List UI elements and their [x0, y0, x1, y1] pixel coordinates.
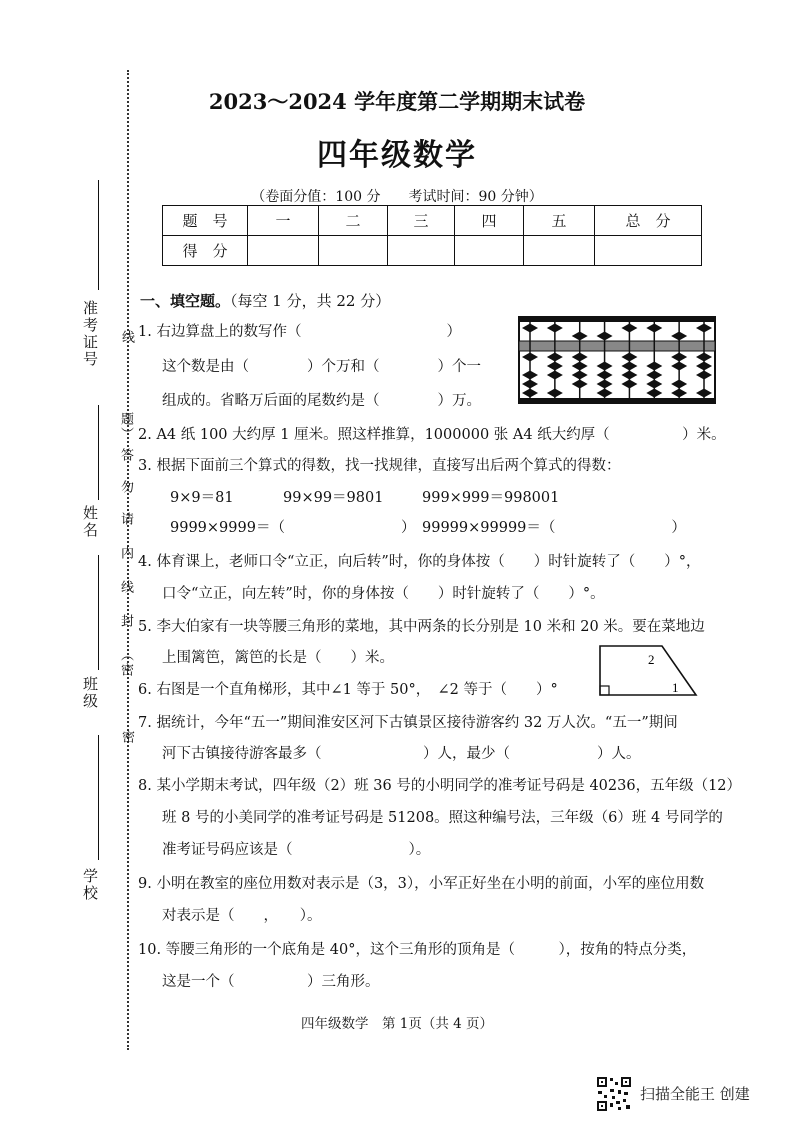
score-cell[interactable] — [248, 236, 319, 266]
seal-secret-mark: 密 — [119, 730, 134, 745]
field-label-name: 姓名 — [81, 505, 99, 539]
table-cell: 一 — [248, 206, 319, 236]
section-title: 一、填空题。 — [140, 292, 231, 310]
seal-text-1: （密 — [118, 648, 133, 678]
question-6: 6. 右图是一个直角梯形，其中∠1 等于 50°， ∠2 等于（ ）° — [138, 682, 558, 698]
angle-2-label: 2 — [648, 652, 655, 667]
score-cell[interactable] — [595, 236, 702, 266]
table-cell: 三 — [388, 206, 455, 236]
score-table-score-row — [163, 236, 702, 266]
table-cell: 总 分 — [595, 206, 702, 236]
question-3-equation-1: 9×9＝81 — [170, 490, 234, 506]
page-footer: 四年级数学 第 1页（共 4 页） — [300, 1016, 494, 1032]
question-3-equation-3: 999×999＝998001 — [422, 490, 560, 506]
question-10-line-2: 这是一个（ ）三角形。 — [162, 974, 380, 990]
seal-text-2: 封 — [118, 614, 133, 629]
table-cell: 五 — [524, 206, 595, 236]
field-line-class[interactable] — [98, 555, 99, 670]
score-table — [162, 205, 702, 266]
table-cell: 二 — [319, 206, 388, 236]
seal-text-5: 请 — [118, 512, 133, 527]
right-angle-mark — [600, 686, 609, 695]
question-2: 2. A4 纸 100 大约厚 1 厘米。照这样推算，1000000 张 A4 纸大约厚（ ）米。 — [138, 427, 726, 443]
score-cell[interactable] — [524, 236, 595, 266]
question-7-line-1: 7. 据统计，今年“五一”期间淮安区河下古镇景区接待游客约 32 万人次。“五一”期间 — [138, 715, 678, 731]
section-heading — [140, 290, 390, 311]
field-label-exam-number: 准考证号 — [81, 300, 99, 368]
question-1-line-3: 组成的。省略万后面的尾数约是（ ）万。 — [162, 393, 481, 409]
right-trapezoid-figure — [596, 640, 700, 700]
field-line-exam-number[interactable] — [98, 180, 99, 290]
question-8-line-3: 准考证号码应该是（ ）。 — [162, 842, 431, 858]
seal-line-mark: 线 — [119, 330, 134, 345]
question-8-line-2: 班 8 号的小美同学的准考证号码是 51208。照这种编号法，三年级（6）班 4 号同学的 — [162, 810, 723, 826]
exam-title: 2023～2024 学年度第二学期期末试卷 — [208, 89, 586, 114]
table-cell: 得 分 — [163, 236, 248, 266]
abacus-top-bar — [519, 317, 715, 322]
question-5-line-1: 5. 李大伯家有一块等腰三角形的菜地，其中两条的长分别是 10 米和 20 米。要在菜地边 — [138, 619, 705, 635]
question-10-line-1: 10. 等腰三角形的一个底角是 40°，这个三角形的顶角是（ ），按角的特点分类， — [138, 942, 697, 958]
question-8-line-1: 8. 某小学期末考试，四年级（2）班 36 号的小明同学的准考证号码是 40236，五年级（12） — [138, 778, 742, 794]
abacus-bottom-bar — [519, 398, 715, 403]
question-3: 3. 根据下面前三个算式的得数，找一找规律，直接写出后两个算式的得数： — [138, 458, 621, 474]
score-cell[interactable] — [319, 236, 388, 266]
question-5-line-2: 上围篱笆，篱笆的长是（ ）米。 — [162, 650, 394, 666]
question-3-equation-5: 99999×99999＝（ ） — [422, 520, 686, 536]
field-label-class: 班级 — [81, 676, 99, 710]
field-line-name[interactable] — [98, 405, 99, 500]
question-1-line-2: 这个数是由（ ）个万和（ ）个一 — [162, 359, 481, 375]
question-3-equation-4: 9999×9999＝（ ） — [170, 520, 416, 536]
abacus-frame — [519, 317, 715, 403]
table-cell: 题 号 — [163, 206, 248, 236]
field-line-school[interactable] — [98, 735, 99, 860]
question-9-line-2: 对表示是（ ， ）。 — [162, 908, 322, 924]
score-table-header-row — [163, 206, 702, 236]
section-note: （每空 1 分，共 22 分） — [230, 292, 391, 310]
seal-text-7: 答 — [118, 448, 133, 463]
question-4-line-2: 口令“立正，向左转”时，你的身体按（ ）时针旋转了（ ）°。 — [162, 586, 605, 602]
seal-text-6: 勿 — [118, 480, 133, 495]
score-cell[interactable] — [388, 236, 455, 266]
subject-title: 四年级数学 — [317, 138, 477, 173]
angle-1-label: 1 — [672, 680, 679, 695]
question-7-line-2: 河下古镇接待游客最多（ ）人，最少（ ）人。 — [162, 746, 641, 762]
question-3-equation-2: 99×99＝9801 — [283, 490, 384, 506]
qr-code-icon — [596, 1076, 632, 1112]
exam-info: （卷面分值：100 分 考试时间：90 分钟） — [251, 189, 543, 205]
seal-text-4: 内 — [118, 546, 133, 561]
question-4-line-1: 4. 体育课上，老师口令“立正，向后转”时，你的身体按（ ）时针旋转了（ ）°， — [138, 554, 701, 570]
score-cell[interactable] — [455, 236, 524, 266]
table-cell: 四 — [455, 206, 524, 236]
abacus-figure — [518, 316, 716, 404]
question-1-line-1: 1. 右边算盘上的数写作（ ） — [138, 324, 461, 340]
field-label-school: 学校 — [81, 868, 99, 902]
abacus-beam — [519, 341, 715, 351]
question-9-line-1: 9. 小明在教室的座位用数对表示是（3，3），小军正好坐在小明的前面，小军的座位用数 — [138, 876, 705, 892]
seal-text-8: 题） — [118, 412, 133, 442]
seal-text-3: 线 — [118, 580, 133, 595]
scanner-watermark: 扫描全能王 创建 — [640, 1085, 750, 1103]
